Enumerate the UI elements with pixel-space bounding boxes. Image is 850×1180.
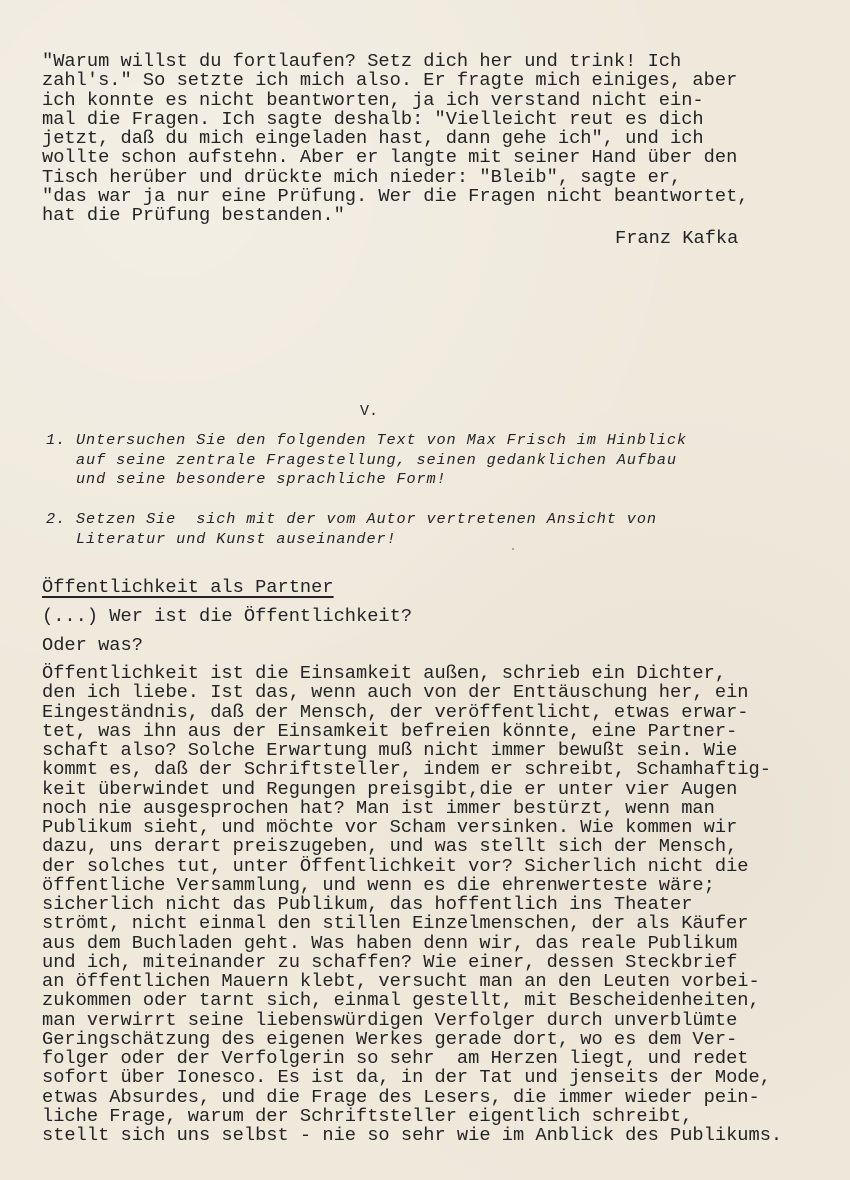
essay-body bbox=[42, 664, 782, 1145]
body-line: dazu, uns derart preiszugeben, und was stellt sich der Mensch, bbox=[42, 835, 738, 858]
body-line: Öffentlichkeit ist die Einsamkeit außen, schrieb ein Dichter, bbox=[42, 662, 727, 684]
body-line: Publikum sieht, und möchte vor Scham versinken. Wie kommen wir bbox=[42, 816, 738, 838]
body-line: noch nie ausgesprochen hat? Man ist immer bestürzt, wenn man bbox=[42, 796, 715, 819]
essay-question-1: (...) Wer ist die Öffentlichkeit? bbox=[42, 605, 413, 627]
task-item-2 bbox=[46, 510, 657, 549]
body-line: an öffentlichen Mauern klebt, versucht man an den Leuten vorbei- bbox=[42, 970, 760, 992]
body-line: sofort über Ionesco. Es ist da, in der Tat und jenseits der Mode, bbox=[42, 1066, 771, 1089]
body-line: der solches tut, unter Öffentlichkeit vor? Sicherlich nicht die bbox=[42, 854, 749, 877]
body-line: etwas Absurdes, und die Frage des Lesers, die immer wieder pein- bbox=[42, 1085, 760, 1108]
body-line: liche Frage, warum der Schriftsteller eigentlich schreibt, bbox=[42, 1104, 693, 1127]
quote-line: "das war ja nur eine Prüfung. Wer die Fragen nicht beantwortet, bbox=[42, 184, 749, 207]
body-line: Geringschätzung des eigenen Werkes gerade dort, wo es dem Ver- bbox=[42, 1027, 738, 1050]
task-line: und seine besondere sprachliche Form! bbox=[46, 470, 447, 488]
task-line: 2. Setzen Sie sich mit der vom Autor vertretenen Ansicht von bbox=[46, 510, 657, 528]
body-line: strömt, nicht einmal den stillen Einzelmenschen, der als Käufer bbox=[42, 912, 749, 935]
task-line: Literatur und Kunst auseinander! bbox=[46, 529, 397, 548]
quote-line: Tisch herüber und drückte mich nieder: "Bleib", sagte er, bbox=[42, 165, 682, 188]
body-line: tet, was ihn aus der Einsamkeit befreien könnte, eine Partner- bbox=[42, 719, 738, 742]
quote-line: wollte schon aufstehn. Aber er langte mit seiner Hand über den bbox=[42, 146, 738, 169]
kafka-quote bbox=[42, 52, 749, 225]
body-line: den ich liebe. Ist das, wenn auch von der Enttäuschung her, ein bbox=[42, 681, 749, 704]
body-line: Eingeständnis, daß der Mensch, der veröffentlicht, etwas erwar- bbox=[42, 700, 749, 723]
body-line: zukommen oder tarnt sich, einmal gestellt, mit Bescheidenheiten, bbox=[42, 989, 760, 1012]
body-line: keit überwindet und Regungen preisgibt,die er unter vier Augen bbox=[42, 777, 738, 800]
quote-line: ich konnte es nicht beantworten, ja ich verstand nicht ein- bbox=[42, 88, 704, 111]
essay-question-2: Oder was? bbox=[42, 634, 143, 656]
body-line: stellt sich uns selbst - nie so sehr wie im Anblick des Publikums. bbox=[42, 1124, 783, 1146]
body-line: kommt es, daß der Schriftsteller, indem er schreibt, Schamhaftig- bbox=[42, 758, 771, 781]
quote-line: mal die Fragen. Ich sagte deshalb: "Vielleicht reut es dich bbox=[42, 107, 704, 130]
body-line: schaft also? Solche Erwartung muß nicht immer bewußt sein. Wie bbox=[42, 739, 738, 761]
body-line: sicherlich nicht das Publikum, das hoffentlich ins Theater bbox=[42, 893, 693, 915]
quote-line: zahl's." So setzte ich mich also. Er fragte mich einiges, aber bbox=[42, 69, 738, 92]
body-line: aus dem Buchladen geht. Was haben denn wir, das reale Publikum bbox=[42, 931, 738, 954]
paper-speck bbox=[512, 548, 514, 550]
quote-author: Franz Kafka bbox=[615, 227, 739, 249]
body-line: folger oder der Verfolgerin so sehr am Herzen liegt, und redet bbox=[42, 1047, 749, 1069]
section-number: V. bbox=[360, 403, 379, 420]
body-line: öffentliche Versammlung, und wenn es die ehrenwerteste wäre; bbox=[42, 873, 715, 896]
quote-line: "Warum willst du fortlaufen? Setz dich her und trink! Ich bbox=[42, 50, 682, 72]
task-line: 1. Untersuchen Sie den folgenden Text von Max Frisch im Hinblick bbox=[46, 431, 687, 449]
paper-speck bbox=[603, 514, 605, 516]
task-item-1 bbox=[46, 431, 687, 490]
quote-line: jetzt, daß du mich eingeladen hast, dann gehe ich", und ich bbox=[42, 127, 704, 149]
body-line: man verwirrt seine liebenswürdigen Verfolger durch unverblümte bbox=[42, 1008, 738, 1031]
essay-title: Öffentlichkeit als Partner bbox=[42, 576, 334, 598]
quote-line: hat die Prüfung bestanden." bbox=[42, 204, 345, 226]
body-line: und ich, miteinander zu schaffen? Wie einer, dessen Steckbrief bbox=[42, 950, 738, 973]
task-line: auf seine zentrale Fragestellung, seinen gedanklichen Aufbau bbox=[46, 450, 677, 469]
